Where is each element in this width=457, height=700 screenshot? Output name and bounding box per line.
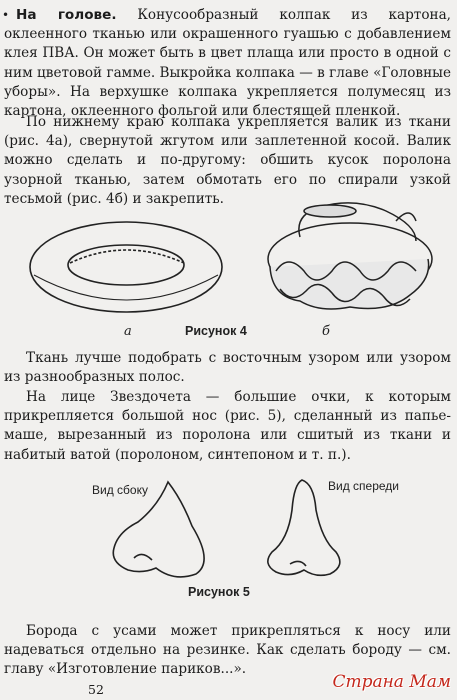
nose-front-view-drawing <box>268 480 340 575</box>
page-number: 52 <box>88 682 104 697</box>
bullet-marker: • <box>2 8 10 22</box>
front-view-label: Вид спереди <box>328 479 400 493</box>
figure-5-illustration <box>0 470 457 610</box>
paragraph-beard: Борода с усами может прикрепляться к носу или надеваться отдельно на резинке. Как сделать бороду — см. главу «Изготовление париков...». <box>4 623 451 678</box>
figure-4-illustration <box>0 197 457 347</box>
side-view-label: Вид сбоку <box>92 483 148 497</box>
paragraph-hat <box>4 6 451 121</box>
figure-4-caption: Рисунок 4 <box>185 324 247 338</box>
figure-4-label-a: а <box>124 324 132 339</box>
paragraph-nose: На лице Звездочета — большие очки, к которым прикрепляется большой нос (рис. 5), сделанный из папье-маше, вырезанный из поролона или сшитый из ткани и набитый ватой (поролоном, синтепоном и т. п.). <box>4 389 451 463</box>
paragraph-hat-text: Конусообразный колпак из картона, оклеенного тканью или окрашенного гуашью с добавлением клея ПВА. Он может быть в цвет плаща или просто в одной с ним цветовой гамме. Выкройка колпака — в главе «Головные уборы». На верхушке колпака укрепляется полумесяц из картона, оклеенного фольгой или блестящей пленкой. <box>4 7 451 120</box>
figure-4-label-b: б <box>322 324 330 339</box>
paragraph-roller: По нижнему краю колпака укрепляется валик из ткани (рис. 4а), свернутой жгутом или заплетенной косой. Валик можно сделать и по-другому: обшить кусок поролона узорной тканью, затем обмотать его по спирали узкой тесьмой (рис. 4б) и закрепить. <box>4 114 451 207</box>
figure-5-caption: Рисунок 5 <box>188 585 250 599</box>
section-title: На голове. <box>16 7 117 23</box>
site-watermark: Страна Мам <box>332 672 451 692</box>
wrapped-roll-drawing <box>268 203 432 309</box>
paragraph-fabric: Ткань лучше подобрать с восточным узором или узором из разнообразных полос. <box>4 350 451 386</box>
fabric-ring-drawing <box>30 222 222 312</box>
